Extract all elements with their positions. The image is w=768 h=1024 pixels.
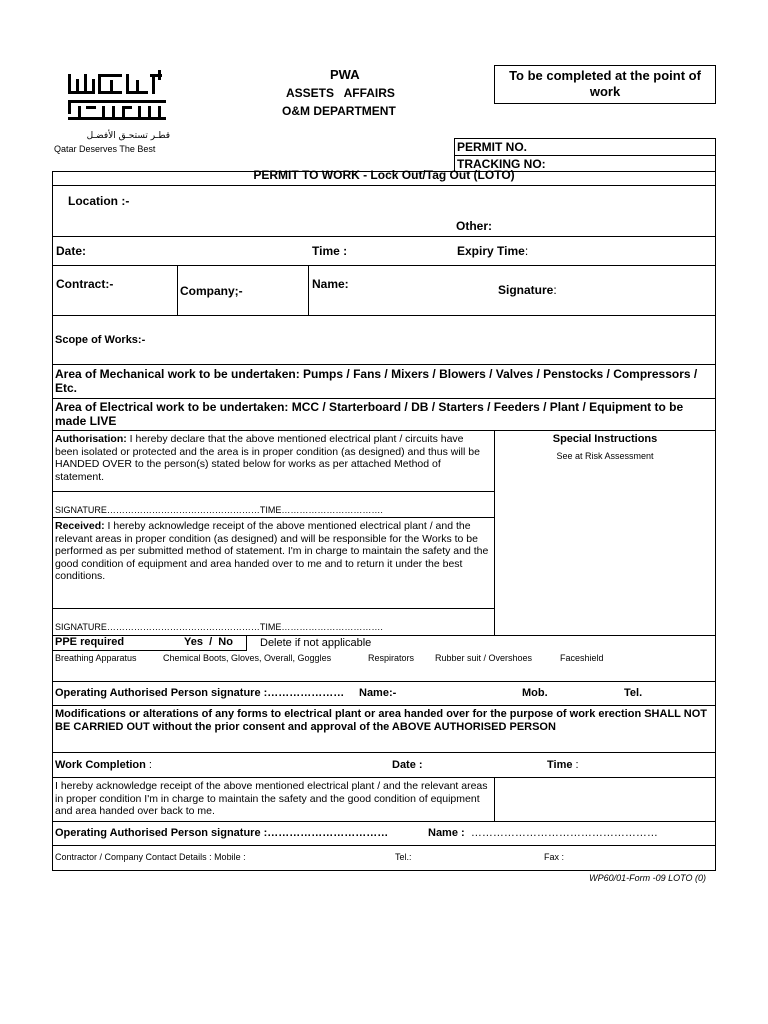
operating-person-tel: Tel. bbox=[624, 687, 643, 699]
permit-no-label: PERMIT NO. bbox=[457, 140, 528, 154]
operating-person-signature-final: Operating Authorised Person signature :…………………………… bbox=[55, 827, 389, 839]
point-of-work-notice: To be completed at the point of work bbox=[494, 65, 716, 104]
name-label: Name: bbox=[312, 277, 349, 291]
dept-line-2: O&M DEPARTMENT bbox=[282, 104, 396, 118]
authorisation-statement: Authorisation: I hereby declare that the above mentioned electrical plant / circuits have been isolated or protected and the area is in proper condition (as designed) and thus will be HANDED OVER to the person(s) stated below for works as per attached Method of statement. bbox=[55, 433, 480, 483]
logo-arabic-text: قطـر تستحـق الأفضـل bbox=[86, 131, 170, 141]
completion-acknowledgement: I hereby acknowledge receipt of the above mentioned electrical plant / and the relevant areas in proper condition I'm in charge to maintain the safety and the good condition of equipment and area handed over back to me. bbox=[55, 780, 488, 817]
org-title: PWA bbox=[330, 67, 360, 82]
location-label: Location :- bbox=[68, 194, 130, 208]
form-title: PERMIT TO WORK - Lock Out/Tag Out (LOTO) bbox=[253, 168, 515, 182]
company-label: Company;- bbox=[180, 284, 243, 298]
operating-person-name: Name:- bbox=[359, 687, 397, 699]
tracking-no-label: TRACKING NO: bbox=[457, 157, 546, 171]
form-code: WP60/01-Form -09 LOTO (0) bbox=[589, 873, 706, 883]
ppe-required-box bbox=[52, 635, 247, 651]
scope-of-works-label: Scope of Works:- bbox=[55, 334, 146, 346]
received-signature-time-line: SIGNATURE……………………………………………TIME……………………………. bbox=[55, 622, 383, 632]
ppe-item-rubber-suit: Rubber suit / Overshoes bbox=[435, 653, 533, 663]
special-instructions-title: Special Instructions bbox=[552, 433, 658, 445]
ppe-item-respirators: Respirators bbox=[368, 653, 415, 663]
ashghal-logo bbox=[66, 70, 168, 128]
contractor-fax: Fax : bbox=[544, 852, 565, 862]
mechanical-work-area: Area of Mechanical work to be undertaken: Pumps / Fans / Mixers / Blowers / Valves / Penstocks / Compressors / Etc. bbox=[55, 367, 698, 395]
contractor-tel: Tel.: bbox=[395, 852, 412, 862]
completion-time-label: Time : bbox=[547, 759, 579, 771]
received-statement: Received: I hereby acknowledge receipt of the above mentioned electrical plant / and the relevant areas in proper condition (as designed) and will be responsible for the Works to be performed as per submitted method of statement. I'm in charge to maintain the safety and the good condition of equipment and area handed over to me and to return it under the best conditions. bbox=[55, 520, 489, 582]
work-completion-label: Work Completion : bbox=[55, 759, 152, 771]
logo-tagline: Qatar Deserves The Best bbox=[54, 144, 156, 154]
ppe-item-chemical: Chemical Boots, Gloves, Overall, Goggles bbox=[163, 653, 332, 663]
dept-line-1: ASSETS AFFAIRS bbox=[286, 86, 395, 100]
ppe-item-breathing: Breathing Apparatus bbox=[55, 653, 137, 663]
operating-person-mob: Mob. bbox=[522, 687, 548, 699]
operating-person-signature: Operating Authorised Person signature :………………… bbox=[55, 687, 345, 699]
ppe-required-label: PPE required bbox=[55, 636, 125, 648]
contract-label: Contract:- bbox=[56, 277, 114, 291]
expiry-time-label: Expiry Time: bbox=[457, 244, 529, 258]
ppe-yes-no[interactable]: Yes / No bbox=[184, 636, 233, 648]
authorisation-signature-time-line: SIGNATURE……………………………………………TIME……………………………. bbox=[55, 505, 383, 515]
ppe-item-faceshield: Faceshield bbox=[560, 653, 604, 663]
electrical-work-area: Area of Electrical work to be undertaken: MCC / Starterboard / DB / Starters / Feeders / Plant / Equipment to be made LIVE bbox=[55, 400, 684, 428]
completion-date-label: Date : bbox=[392, 759, 423, 771]
other-label: Other: bbox=[456, 219, 492, 233]
special-instructions-note: See at Risk Assessment bbox=[556, 451, 654, 461]
modifications-warning: Modifications or alterations of any forms to electrical plant or area handed over for the purpose of work erection SHALL NOT BE CARRIED OUT without the prior consent and approval of the ABOVE AUTHORISED PERSON bbox=[55, 708, 707, 733]
operating-person-name-final: Name : …………………………………………… bbox=[428, 827, 658, 839]
contractor-contact-details: Contractor / Company Contact Details : Mobile : bbox=[55, 852, 246, 862]
time-label: Time : bbox=[312, 244, 348, 258]
signature-label: Signature: bbox=[498, 283, 557, 297]
ashghal-logo-mark bbox=[66, 70, 168, 128]
ppe-delete-note: Delete if not applicable bbox=[260, 637, 372, 649]
date-label: Date: bbox=[56, 244, 87, 258]
